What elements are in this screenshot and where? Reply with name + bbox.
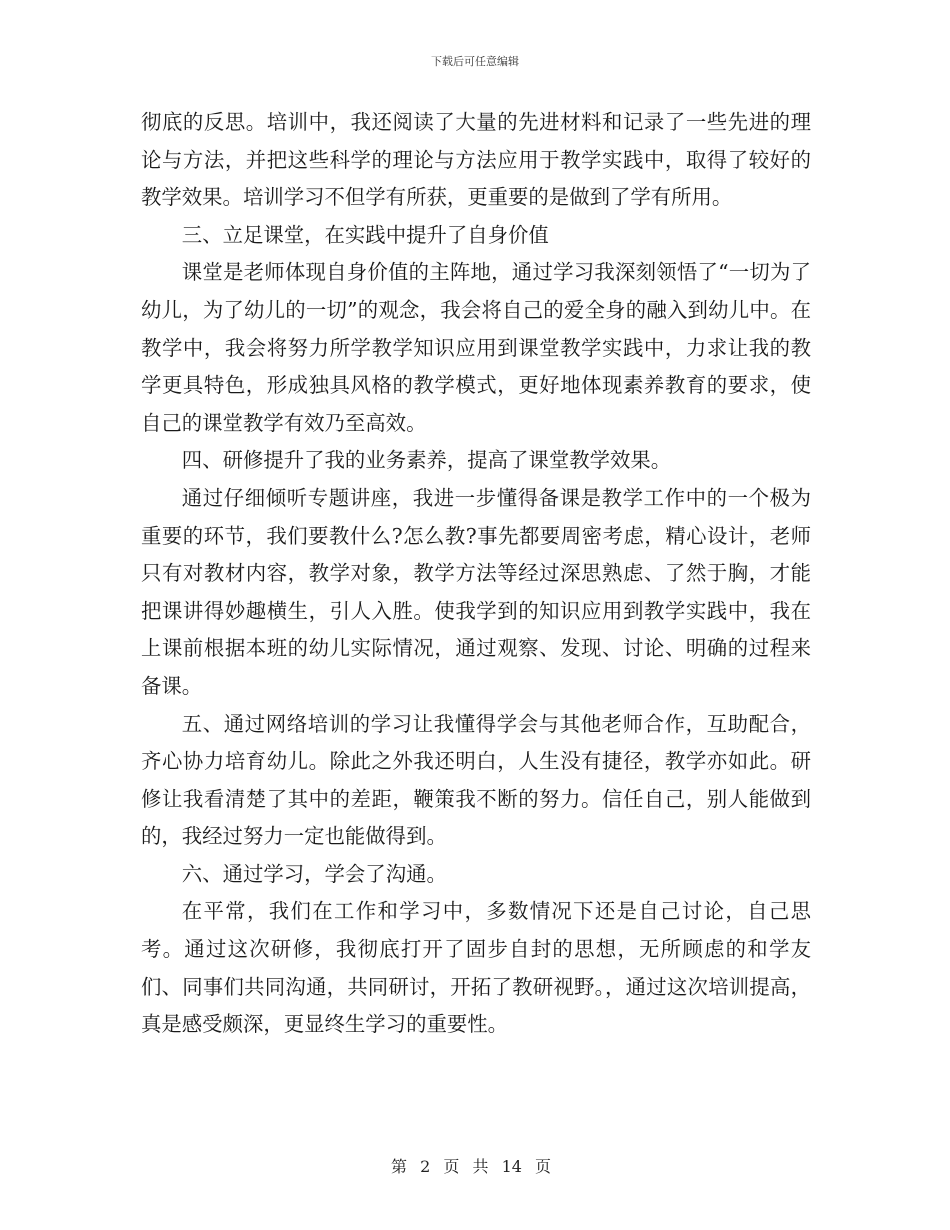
paragraph-1: 彻底的反思。培训中，我还阅读了大量的先进材料和记录了一些先进的理论与方法，并把这些科学的理论与方法应用于教学实践中，取得了较好的教学效果。培训学习不但学有所获，更重要的是做到了学有所用。 — [141, 110, 811, 210]
footer-label-page: 第 — [390, 1157, 407, 1176]
section-heading-3: 三、立足课堂，在实践中提升了自身价值 — [181, 222, 549, 247]
paragraph-2: 课堂是老师体现自身价值的主阵地，通过学习我深刻领悟了“一切为了幼儿，为了幼儿的一切”的观念，我会将自己的爱全身的融入到幼儿中。在教学中，我会将努力所学教学知识应用到课堂教学实践中，力求让我的教学更具特色，形成独具风格的教学模式，更好地体现素养教育的要求，使自己的课堂教学有效乃至高效。 — [141, 260, 811, 435]
total-page-count: 14 — [501, 1157, 522, 1176]
footer-label-page-unit: 页 — [443, 1157, 460, 1176]
section-heading-4: 四、研修提升了我的业务素养，提高了课堂教学效果。 — [181, 448, 672, 473]
footer-label-total-unit: 页 — [535, 1157, 552, 1176]
footer-label-total: 共 — [472, 1157, 489, 1176]
paragraph-5: 在平常，我们在工作和学习中，多数情况下还是自己讨论，自己思考。通过这次研修，我彻底打开了固步自封的思想，无所顾虑的和学友们、同事们共同沟通，共同研讨，开拓了教研视野。，通过这次培训提高，真是感受颇深，更显终生学习的重要性。 — [141, 899, 811, 1037]
current-page-number: 2 — [420, 1157, 431, 1176]
paragraph-4: 五、通过网络培训的学习让我懂得学会与其他老师合作，互助配合，齐心协力培育幼儿。除此之外我还明白，人生没有捷径，教学亦如此。研修让我看清楚了其中的差距，鞭策我不断的努力。信任自己，别人能做到的，我经过努力一定也能做得到。 — [141, 711, 811, 849]
page-footer — [0, 1154, 950, 1177]
document-body — [141, 104, 811, 1044]
paragraph-3: 通过仔细倾听专题讲座，我进一步懂得备课是教学工作中的一个极为重要的环节，我们要教什么?怎么教?事先都要周密考虑，精心设计，老师只有对教材内容，教学对象，教学方法等经过深思熟虑、了然于胸，才能把课讲得妙趣横生，引人入胜。使我学到的知识应用到教学实践中，我在上课前根据本班的幼儿实际情况，通过观察、发现、讨论、明确的过程来备课。 — [141, 485, 811, 698]
page-header: 下载后可任意编辑 — [431, 55, 519, 68]
section-heading-6: 六、通过学习，学会了沟通。 — [181, 861, 447, 886]
